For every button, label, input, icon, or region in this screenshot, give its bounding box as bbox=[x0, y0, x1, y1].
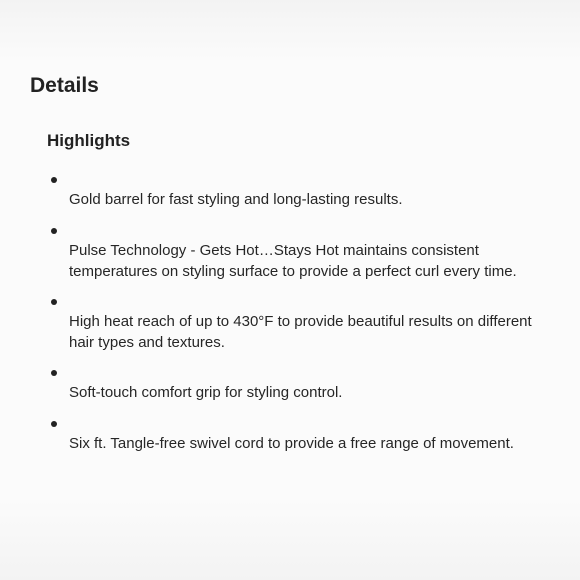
highlight-text: Six ft. Tangle-free swivel cord to provide a free range of movement. bbox=[69, 435, 514, 452]
bullet-icon bbox=[51, 228, 57, 234]
highlight-text: High heat reach of up to 430°F to provide beautiful results on different hair types and textures. bbox=[69, 313, 532, 351]
highlight-text: Gold barrel for fast styling and long-lasting results. bbox=[69, 191, 403, 208]
highlights-heading: Highlights bbox=[47, 131, 131, 150]
highlight-text: Pulse Technology - Gets Hot…Stays Hot maintains consistent temperatures on styling surface to provide a perfect curl every time. bbox=[69, 242, 517, 280]
bottom-shadow bbox=[0, 500, 580, 580]
top-shadow bbox=[0, 0, 580, 60]
bullet-icon bbox=[51, 370, 57, 376]
bullet-icon bbox=[51, 177, 57, 183]
bullet-icon bbox=[51, 299, 57, 305]
highlight-text: Soft-touch comfort grip for styling control. bbox=[69, 384, 343, 401]
details-heading: Details bbox=[30, 74, 99, 97]
bullet-icon bbox=[51, 421, 57, 427]
